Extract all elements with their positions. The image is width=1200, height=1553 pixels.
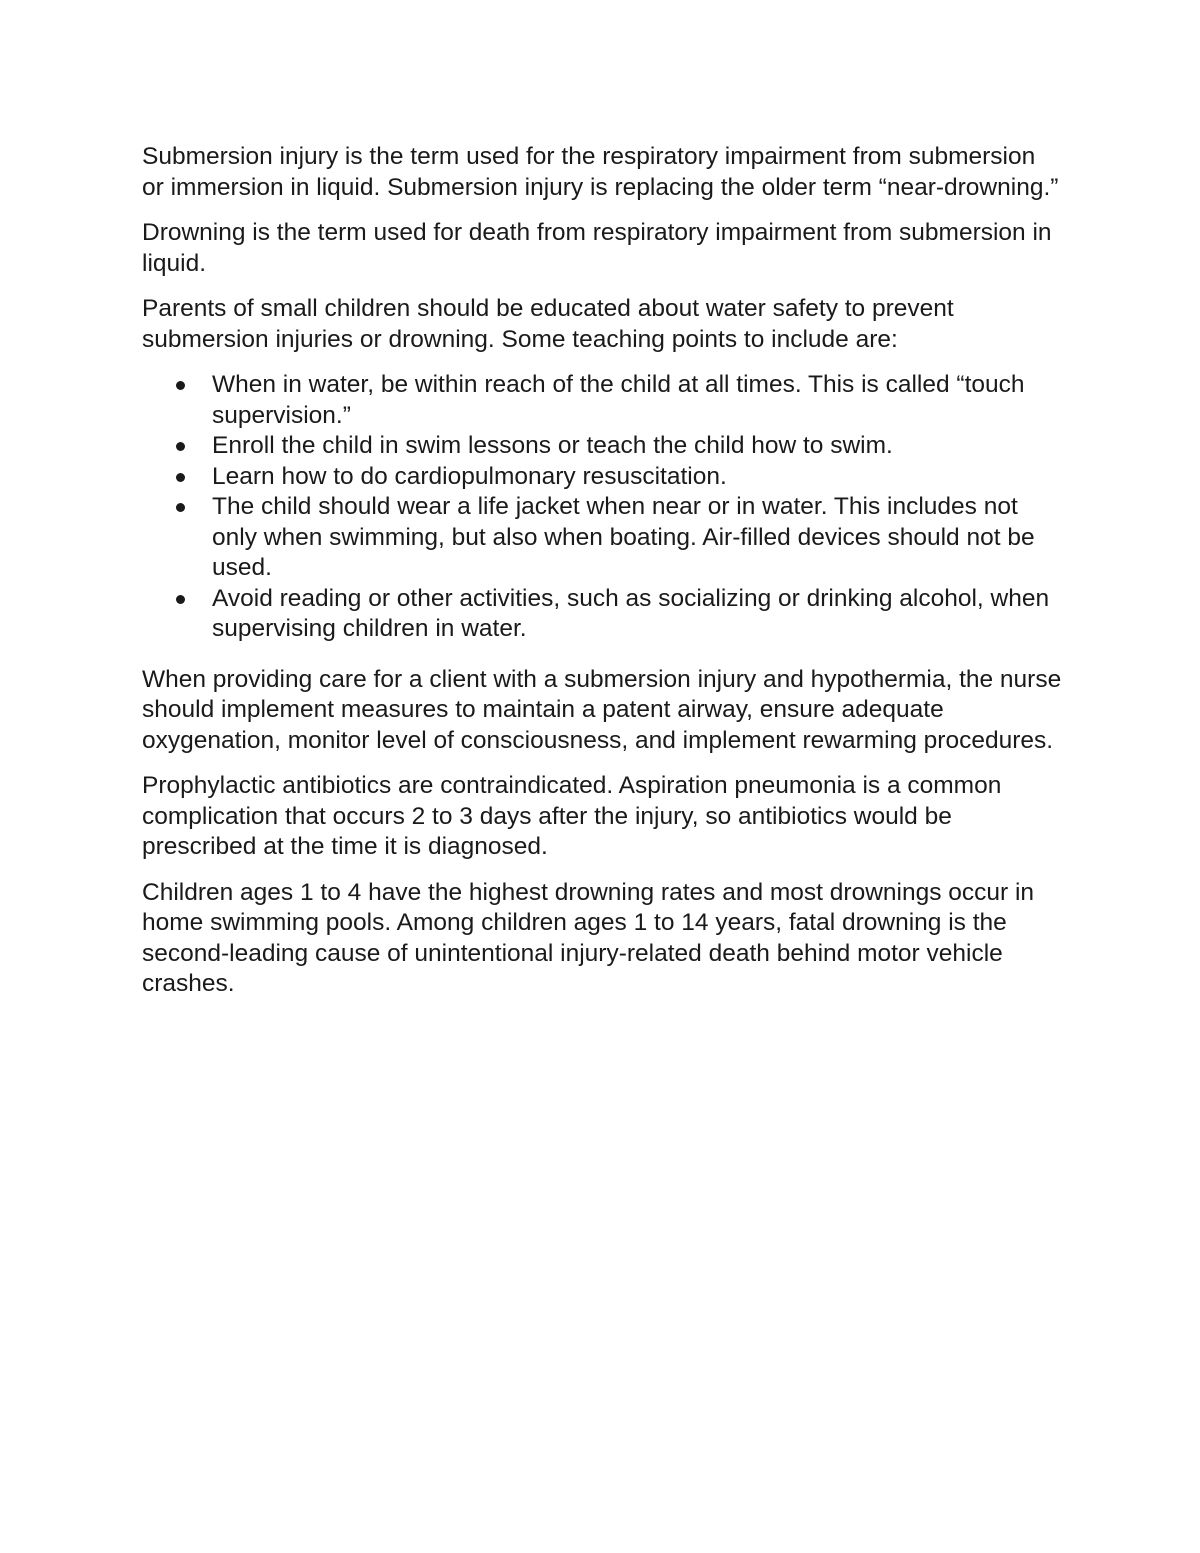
bullet-icon — [176, 442, 185, 451]
paragraph-nursing-care: When providing care for a client with a submersion injury and hypothermia, the nurse should implement measures to maintain a patent airway, ensure adequate oxygenation, monitor level of consciousness, and implement rewarming procedures. — [142, 665, 1062, 754]
teaching-points-list — [142, 370, 1062, 645]
list-item-text: Avoid reading or other activities, such as socializing or drinking alcohol, when supervising children in water. — [212, 584, 1050, 642]
bullet-icon — [176, 595, 185, 604]
list-item — [142, 584, 1062, 645]
paragraph-antibiotics: Prophylactic antibiotics are contraindicated. Aspiration pneumonia is a common complication that occurs 2 to 3 days after the injury, so antibiotics would be prescribed at the time it is diagnosed. — [142, 772, 1002, 860]
list-item-text: Learn how to do cardiopulmonary resuscitation. — [212, 462, 727, 490]
bullet-icon — [176, 503, 185, 512]
list-item-text: The child should wear a life jacket when near or in water. This includes not only when swimming, but also when boating. Air-filled devices should not be used. — [212, 493, 1035, 581]
list-item-text: Enroll the child in swim lessons or teach the child how to swim. — [212, 432, 893, 459]
bullet-icon — [176, 381, 185, 390]
paragraph-statistics: Children ages 1 to 4 have the highest drowning rates and most drownings occur in home swimming pools. Among children ages 1 to 14 years, fatal drowning is the second-leading cause of unintentional injury-related death behind motor vehicle crashes. — [142, 878, 1035, 997]
bullet-icon — [176, 473, 185, 482]
paragraph-drowning-definition: Drowning is the term used for death from respiratory impairment from submersion in liquid. — [142, 219, 1052, 277]
paragraph-submersion-definition: Submersion injury is the term used for the respiratory impairment from submersion or immersion in liquid. Submersion injury is replacing the older term “near-drowning.” — [142, 143, 1059, 201]
paragraph-teaching-intro: Parents of small children should be educated about water safety to prevent submersion injuries or drowning. Some teaching points to include are: — [142, 295, 954, 353]
document-body — [142, 142, 1062, 1015]
list-item — [142, 462, 1062, 493]
list-item — [142, 431, 1062, 462]
list-item — [142, 370, 1062, 431]
list-item-text: When in water, be within reach of the child at all times. This is called “touch supervision.” — [212, 371, 1025, 429]
list-item — [142, 492, 1062, 584]
